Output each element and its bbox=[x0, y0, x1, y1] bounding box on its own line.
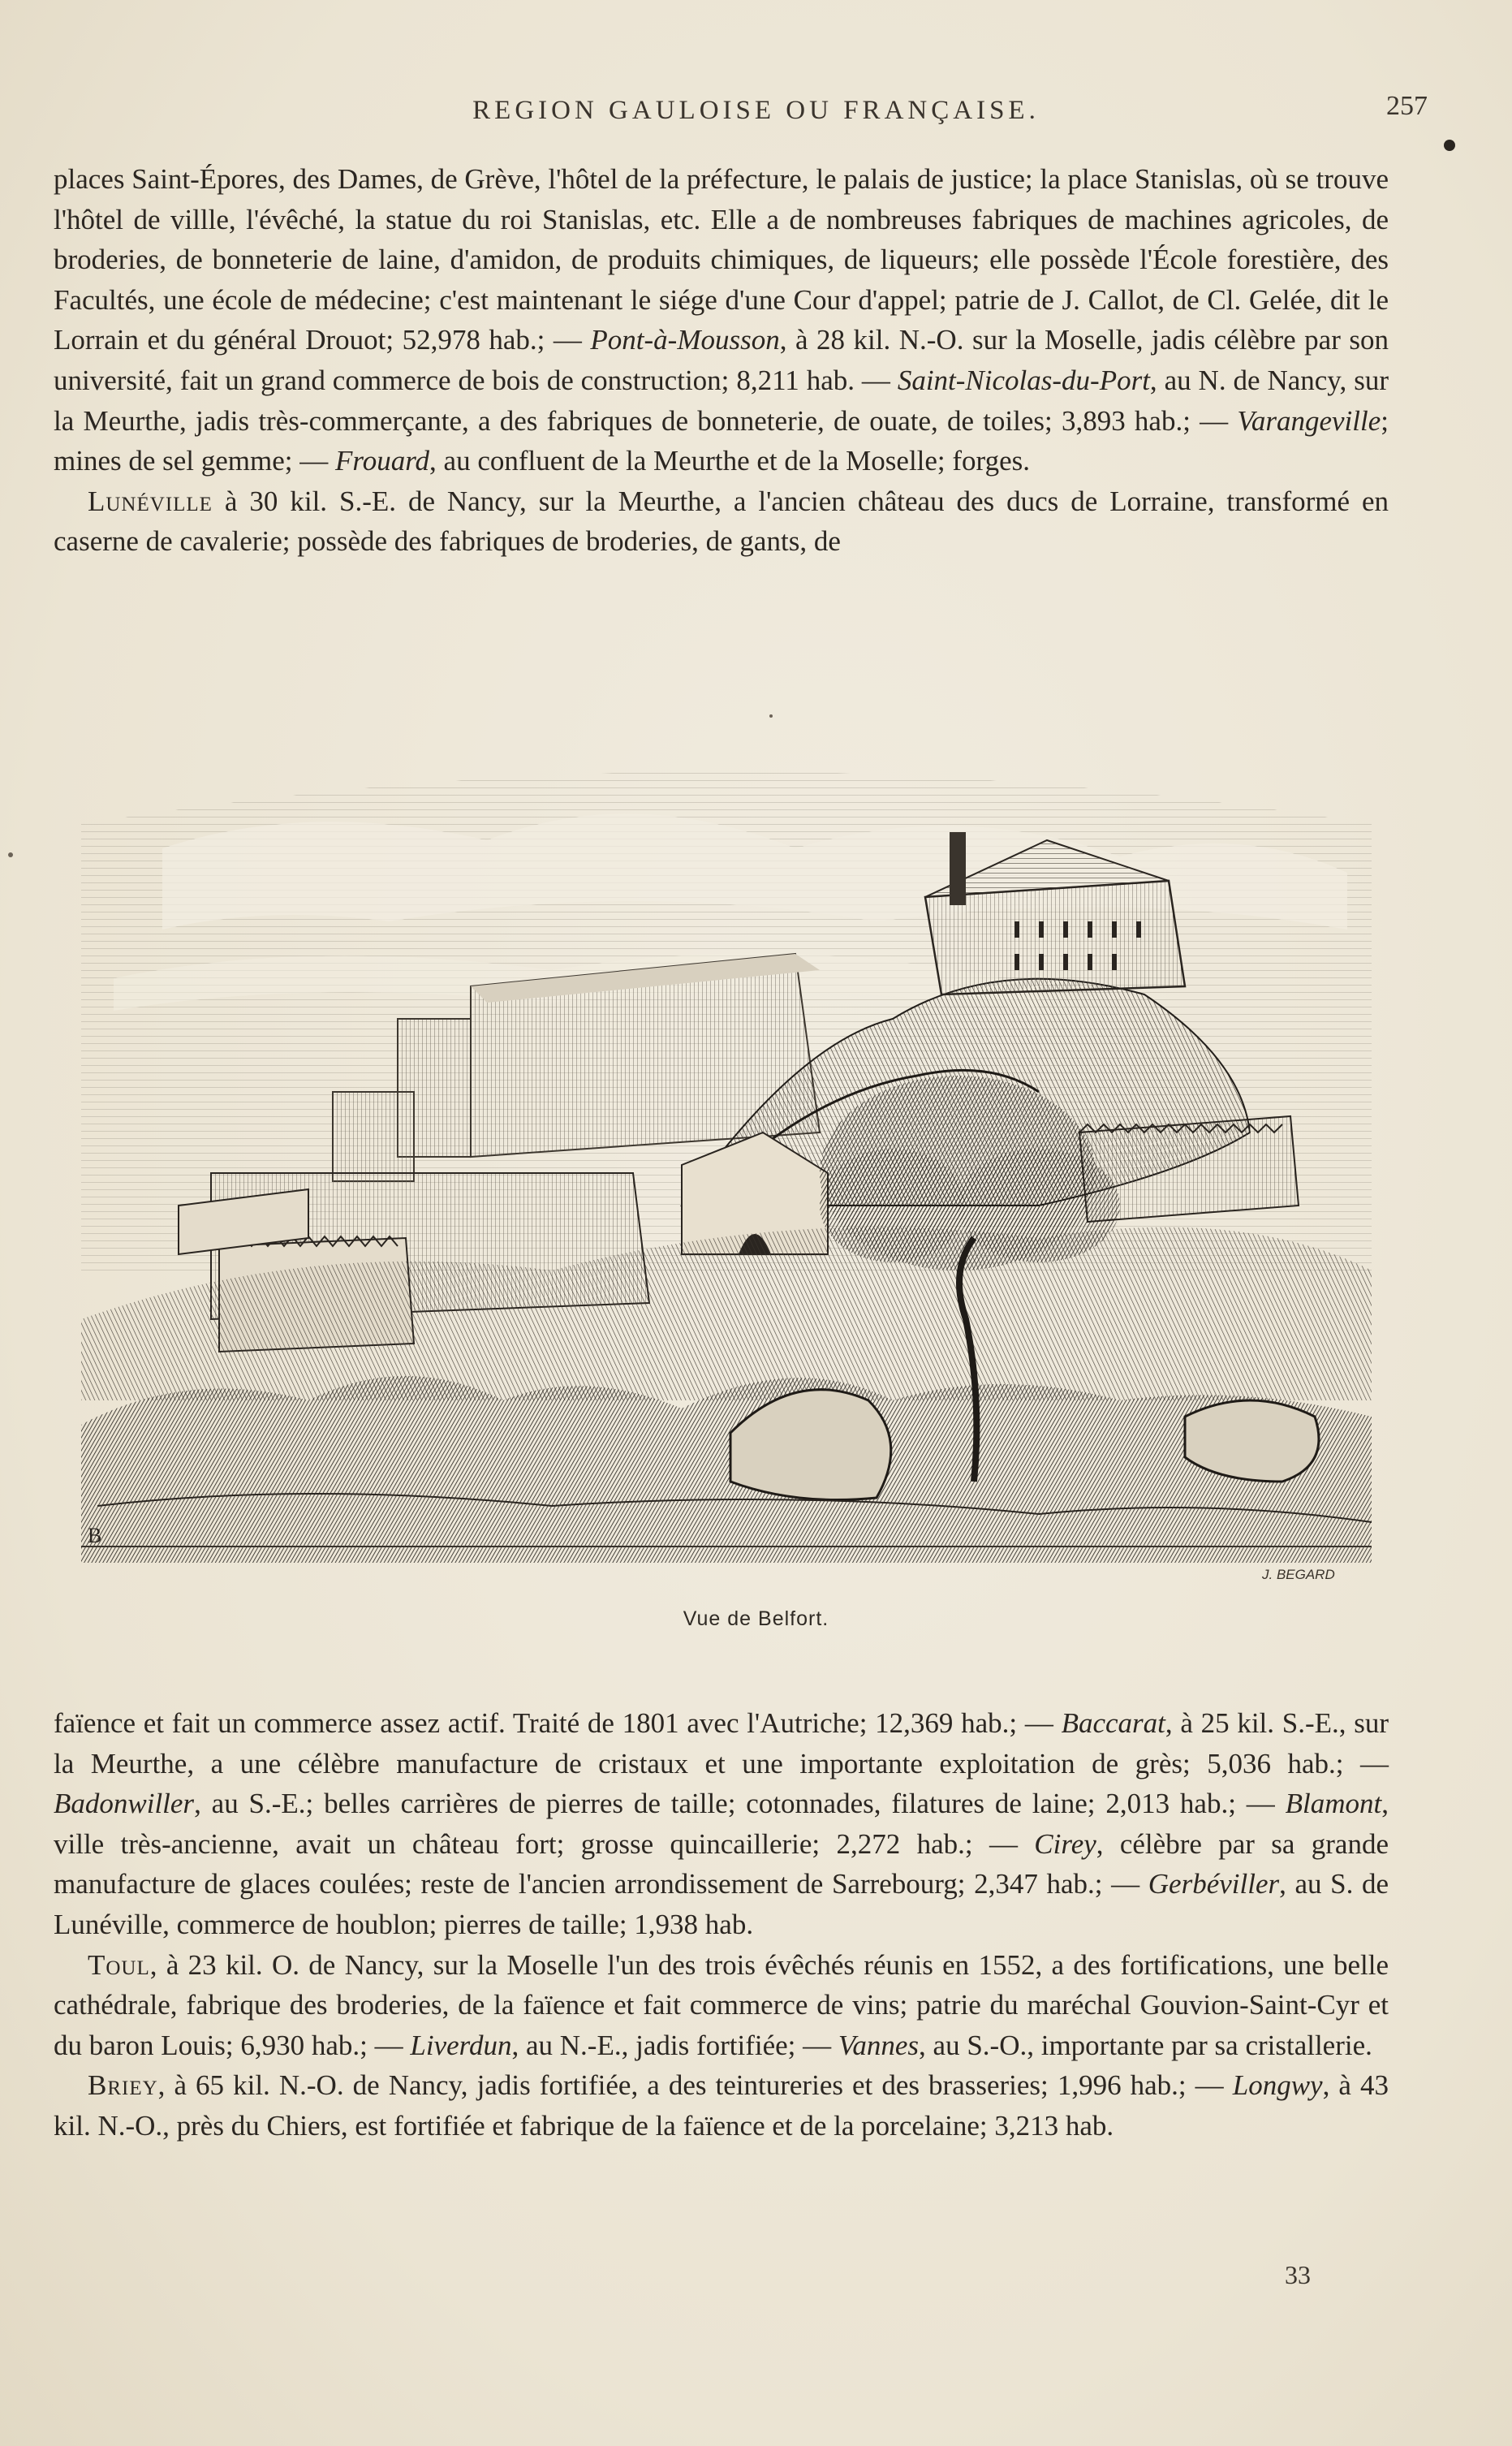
place-name: Varangeville bbox=[1237, 404, 1381, 437]
place-name: Badonwiller bbox=[54, 1788, 195, 1820]
text-run: , à 65 kil. N.-O. de Nancy, jadis fortifiée, a des teintureries et des brasseries; 1,996 hab.; — bbox=[157, 2069, 1233, 2102]
paragraph-toul bbox=[54, 1945, 1389, 2066]
running-title: REGION GAULOISE OU FRANÇAISE. bbox=[472, 96, 1040, 125]
paragraph-luneville bbox=[54, 481, 1389, 562]
text-run: , au S. de Lunéville, commerce de houblon; pierres de taille; 1,938 hab. bbox=[54, 1868, 1389, 1940]
arrondissement-name: Lunéville bbox=[88, 485, 213, 517]
text-run: , à 23 kil. O. de Nancy, sur la Moselle l'un des trois évêchés réunis en 1552, a des fortifications, une belle cathédrale, fabrique des broderies, de la faïence et fait commerce de vins; patrie du maréchal Gouvion-Saint-Cyr et du baron Louis; 6,930 hab.; — bbox=[54, 1948, 1389, 2061]
place-name: Saint-Nicolas-du-Port bbox=[897, 364, 1150, 396]
text-run: , au S.-O., importante par sa cristallerie. bbox=[919, 2029, 1372, 2061]
text-run: , au N.-E., jadis fortifiée; — bbox=[511, 2029, 838, 2061]
place-name: Gerbéviller bbox=[1148, 1868, 1280, 1900]
belfort-engraving bbox=[65, 751, 1388, 1591]
engraver-monogram: B bbox=[88, 1524, 102, 1547]
text-run: à 30 kil. S.-E. de Nancy, sur la Meurthe, a l'ancien château des ducs de Lorraine, transformé en caserne de cavalerie; possède des fabriques de broderies, de gants, de bbox=[54, 485, 1389, 558]
text-run: , au confluent de la Meurthe et de la Moselle; forges. bbox=[429, 445, 1030, 477]
text-run: , à 25 kil. S.-E., sur la Meurthe, a une célèbre manufacture de cristaux et une importante exploitation de grès; 5,036 hab.; — bbox=[54, 1707, 1389, 1779]
place-name: Pont-à-Mousson bbox=[590, 324, 780, 356]
figure-caption: Vue de Belfort. bbox=[683, 1607, 829, 1630]
place-name: Cirey bbox=[1034, 1827, 1096, 1860]
text-run: faïence et fait un commerce assez actif. Traité de 1801 avec l'Autriche; 12,369 hab.; — bbox=[54, 1707, 1062, 1739]
margin-speck bbox=[8, 852, 13, 857]
text-run: , à 43 kil. N.-O., près du Chiers, est fortifiée et fabrique de la faïence et de la porcelaine; 3,213 hab. bbox=[54, 2069, 1389, 2142]
place-name: Longwy bbox=[1232, 2069, 1323, 2102]
paragraph-nancy bbox=[54, 159, 1389, 481]
text-run: , à 28 kil. N.-O. sur la Moselle, jadis célèbre par son université, fait un grand commerce de bois de construction; 8,211 hab. — bbox=[54, 324, 1389, 396]
signature-mark: 33 bbox=[1285, 2260, 1311, 2289]
text-run: , au S.-E.; belles carrières de pierres de taille; cotonnades, filatures de laine; 2,013 hab.; — bbox=[194, 1788, 1286, 1820]
top-text-block bbox=[54, 159, 1389, 562]
place-name: Blamont bbox=[1285, 1788, 1382, 1820]
margin-speck bbox=[769, 714, 773, 718]
text-run: , célèbre par sa grande manufacture de glaces coulées; reste de l'ancien arrondissement de Sarrebourg; 2,347 hab.; — bbox=[54, 1827, 1389, 1900]
engraver-signature: J. BEGARD bbox=[1262, 1567, 1335, 1582]
margin-dot bbox=[1444, 140, 1455, 151]
place-name: Liverdun bbox=[410, 2029, 512, 2061]
place-name: Vannes bbox=[838, 2029, 920, 2061]
paragraph-briey bbox=[54, 2065, 1389, 2146]
place-name: Frouard bbox=[335, 445, 430, 477]
arrondissement-name: Briey bbox=[88, 2069, 158, 2102]
paragraph-luneville-cont bbox=[54, 1703, 1389, 1945]
arrondissement-name: Toul bbox=[88, 1948, 150, 1981]
text-run: places Saint-Épores, des Dames, de Grève, l'hôtel de la préfecture, le palais de justice; la place Stanislas, où se trouve l'hôtel de villle, l'évêché, la statue du roi Stanislas, etc. Elle a de nombreuses fabriques de machines agricoles, de broderies, de bonneterie de laine, d'amidon, de produits chimiques, de liqueurs; elle possède l'École forestière, des Facultés, une école de médecine; c'est maintenant le siége d'une Cour d'appel; patrie de J. Callot, de Cl. Gelée, dit le Lorrain et du général Drouot; 52,978 hab.; — bbox=[54, 163, 1389, 356]
page-number: 257 bbox=[1386, 91, 1428, 121]
text-run: , au N. de Nancy, sur la Meurthe, jadis très-commerçante, a des fabriques de bonneterie, de ouate, de toiles; 3,893 hab.; — bbox=[54, 364, 1389, 437]
bottom-text-block bbox=[54, 1703, 1389, 2146]
place-name: Baccarat bbox=[1061, 1707, 1165, 1739]
text-run: ; mines de sel gemme; — bbox=[54, 404, 1389, 477]
text-run: , ville très-ancienne, avait un château fort; grosse quincaillerie; 2,272 hab.; — bbox=[54, 1788, 1389, 1860]
